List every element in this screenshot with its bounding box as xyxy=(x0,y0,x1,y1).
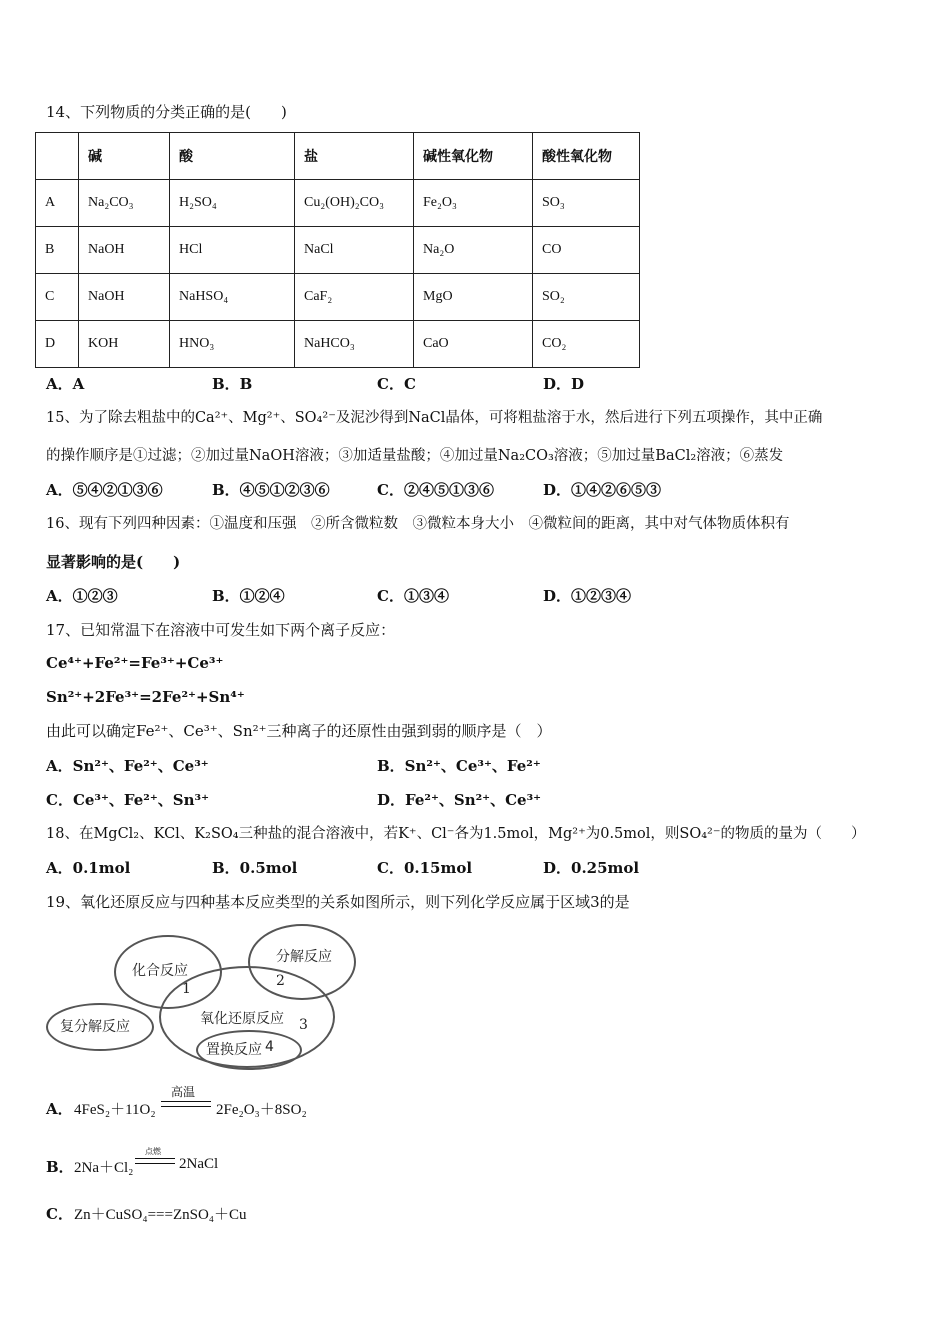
q19-option-c-label: C． xyxy=(46,1205,73,1223)
decomposition-label: 分解反应 xyxy=(276,949,332,965)
q15-option-c[interactable]: C．②④⑤①③⑥ xyxy=(377,481,494,499)
q16-option-c[interactable]: C．①③④ xyxy=(377,587,449,605)
table-cell: NaCl xyxy=(295,227,414,274)
q19-option-b-reactants: 2Na＋Cl₂ xyxy=(74,1160,134,1176)
table-header-cell: 盐 xyxy=(295,133,414,180)
q16-stem-line2: 显著影响的是( ) xyxy=(46,553,181,571)
q18-option-d[interactable]: D．0.25mol xyxy=(543,859,640,877)
table-header-cell: 碱性氧化物 xyxy=(414,133,533,180)
q19-option-a-reactants: 4FeS₂＋11O₂ xyxy=(74,1102,156,1118)
table-cell: MgO xyxy=(414,274,533,321)
table-cell: CO xyxy=(533,227,640,274)
q19-option-b-condition: 点燃 xyxy=(145,1147,161,1156)
q15-stem-line1: 15、为了除去粗盐中的Ca²⁺、Mg²⁺、SO₄²⁻及泥沙得到NaCl晶体，可将粗盐溶于水，然后进行下列五项操作，其中正确 xyxy=(46,410,823,426)
table-cell: NaOH xyxy=(79,274,170,321)
table-cell: SO₂ xyxy=(533,274,640,321)
q14-option-d[interactable]: D．D xyxy=(543,375,585,393)
q14-option-a[interactable]: A．A xyxy=(46,375,85,393)
region-4-label: 4 xyxy=(265,1039,274,1055)
table-cell: NaOH xyxy=(79,227,170,274)
q17-option-d[interactable]: D．Fe²⁺、Sn²⁺、Ce³⁺ xyxy=(377,791,542,809)
table-row xyxy=(36,227,640,274)
table-cell: H₂SO₄ xyxy=(170,180,295,227)
table-header-cell: 酸 xyxy=(170,133,295,180)
q19-option-a-products: 2Fe₂O₃＋8SO₂ xyxy=(216,1102,307,1118)
redox-label: 氧化还原反应 xyxy=(200,1011,284,1027)
q16-option-a[interactable]: A．①②③ xyxy=(46,587,118,605)
table-row xyxy=(36,274,640,321)
table-cell: CaO xyxy=(414,321,533,368)
table-cell: B xyxy=(36,227,79,274)
table-cell: Cu₂(OH)₂CO₃ xyxy=(295,180,414,227)
q19-stem: 19、氧化还原反应与四种基本反应类型的关系如图所示，则下列化学反应属于区域3的是 xyxy=(46,893,630,911)
reaction-arrow-icon xyxy=(161,1101,211,1107)
table-cell: NaHCO₃ xyxy=(295,321,414,368)
table-row xyxy=(36,321,640,368)
table-cell: CO₂ xyxy=(533,321,640,368)
table-cell: C xyxy=(36,274,79,321)
reaction-arrow-icon xyxy=(135,1158,175,1164)
q17-question: 由此可以确定Fe²⁺、Ce³⁺、Sn²⁺三种离子的还原性由强到弱的顺序是（ ） xyxy=(46,722,552,740)
region-1-label: 1 xyxy=(182,981,191,997)
table-cell: HCl xyxy=(170,227,295,274)
q14-stem: 14、下列物质的分类正确的是( ) xyxy=(46,103,287,121)
q16-option-d[interactable]: D．①②③④ xyxy=(543,587,632,605)
q15-option-d[interactable]: D．①④②⑥⑤③ xyxy=(543,481,662,499)
table-cell: Na₂CO₃ xyxy=(79,180,170,227)
q19-option-b-products: 2NaCl xyxy=(179,1156,219,1172)
q18-option-c[interactable]: C．0.15mol xyxy=(377,859,473,877)
table-cell: Na₂O xyxy=(414,227,533,274)
table-header-cell: 酸性氧化物 xyxy=(533,133,640,180)
table-header-cell xyxy=(36,133,79,180)
table-cell: HNO₃ xyxy=(170,321,295,368)
q17-equation-1: Ce⁴⁺+Fe²⁺=Fe³⁺+Ce³⁺ xyxy=(46,654,224,672)
displacement-label: 置换反应 xyxy=(206,1042,262,1058)
q18-option-a[interactable]: A．0.1mol xyxy=(46,859,131,877)
q19-option-b-label: B． xyxy=(46,1158,74,1176)
q18-option-b[interactable]: B．0.5mol xyxy=(212,859,298,877)
q16-stem-line1: 16、现有下列四种因素：①温度和压强 ②所含微粒数 ③微粒本身大小 ④微粒间的距离，其中对气体物质体积有 xyxy=(46,516,790,532)
q19-option-c-equation: Zn＋CuSO₄===ZnSO₄＋Cu xyxy=(74,1207,247,1223)
table-header-cell: 碱 xyxy=(79,133,170,180)
classification-table xyxy=(35,132,640,368)
q19-option-a-label: A． xyxy=(46,1100,73,1118)
q16-option-b[interactable]: B．①②④ xyxy=(212,587,285,605)
table-cell: A xyxy=(36,180,79,227)
q15-stem-line2: 的操作顺序是①过滤；②加过量NaOH溶液；③加适量盐酸；④加过量Na₂CO₃溶液；⑤加过量BaCl₂溶液；⑥蒸发 xyxy=(46,448,784,464)
region-3-label: 3 xyxy=(299,1017,308,1033)
q14-option-c[interactable]: C．C xyxy=(377,375,416,393)
table-cell: SO₃ xyxy=(533,180,640,227)
q18-stem: 18、在MgCl₂、KCl、K₂SO₄三种盐的混合溶液中，若K⁺、Cl⁻各为1.5mol，Mg²⁺为0.5mol，则SO₄²⁻的物质的量为（ ） xyxy=(46,826,866,842)
q17-stem: 17、已知常温下在溶液中可发生如下两个离子反应： xyxy=(46,621,396,639)
table-cell: KOH xyxy=(79,321,170,368)
combination-label: 化合反应 xyxy=(132,963,188,979)
table-row xyxy=(36,180,640,227)
q15-option-a[interactable]: A．⑤④②①③⑥ xyxy=(46,481,163,499)
table-cell: Fe₂O₃ xyxy=(414,180,533,227)
table-header-row xyxy=(36,133,640,180)
double-decomposition-label: 复分解反应 xyxy=(60,1019,130,1035)
region-2-label: 2 xyxy=(276,973,285,989)
q17-equation-2: Sn²⁺+2Fe³⁺=2Fe²⁺+Sn⁴⁺ xyxy=(46,688,245,706)
q15-option-b[interactable]: B．④⑤①②③⑥ xyxy=(212,481,330,499)
q17-option-a[interactable]: A．Sn²⁺、Fe²⁺、Ce³⁺ xyxy=(46,757,209,775)
table-cell: D xyxy=(36,321,79,368)
q17-option-b[interactable]: B．Sn²⁺、Ce³⁺、Fe²⁺ xyxy=(377,757,541,775)
q19-option-a-condition: 高温 xyxy=(171,1085,196,1099)
q14-option-b[interactable]: B．B xyxy=(212,375,253,393)
table-cell: CaF₂ xyxy=(295,274,414,321)
q17-option-c[interactable]: C．Ce³⁺、Fe²⁺、Sn³⁺ xyxy=(46,791,209,809)
table-cell: NaHSO₄ xyxy=(170,274,295,321)
